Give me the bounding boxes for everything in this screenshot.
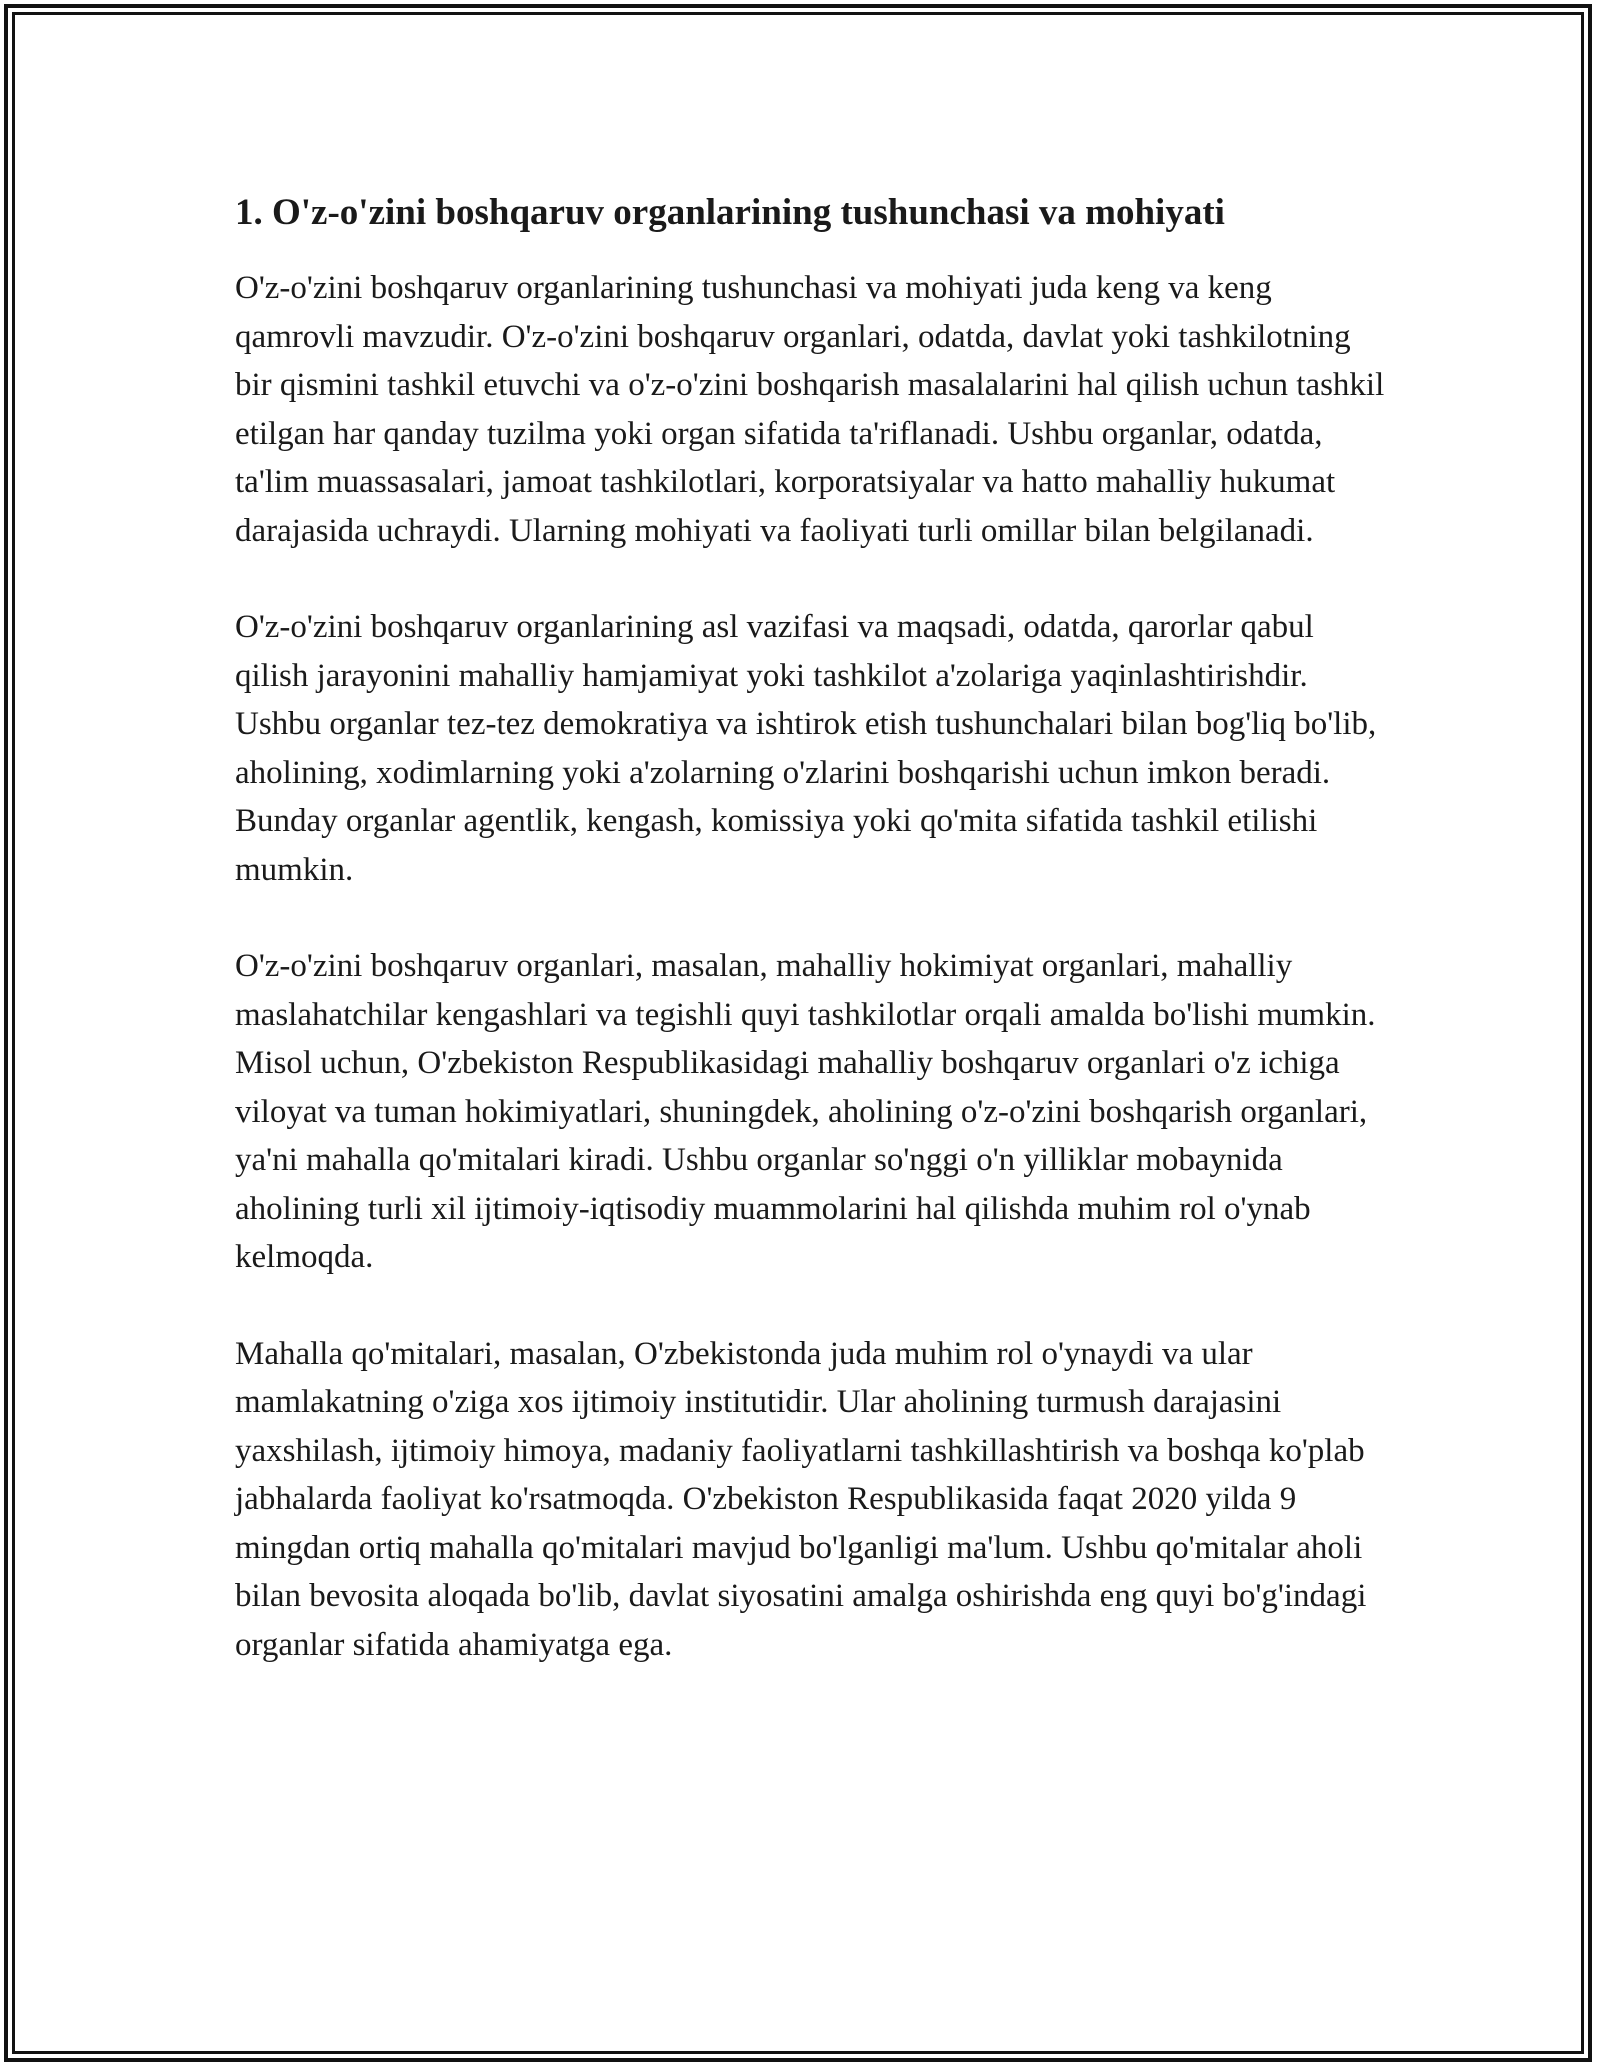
paragraph-4: Mahalla qo'mitalari, masalan, O'zbekistonda juda muhim rol o'ynaydi va ular mamlakatning o'ziga xos ijtimoiy institutidir. Ular aholining turmush darajasini yaxshilash, ijtimoiy himoya, madaniy faoliyatlarni tashkillashtirish va boshqa ko'plab jabhalarda faoliyat ko'rsatmoqda. O'zbekiston Respublikasida faqat 2020 yilda 9 mingdan ortiq mahalla qo'mitalari mavjud bo'lganligi ma'lum. Ushbu qo'mitalar aholi bilan bevosita aloqada bo'lib, davlat siyosatini amalga oshirishda eng quyi bo'g'indagi organlar sifatida ahamiyatga ega. (235, 1335, 1367, 1663)
section-heading: 1. O'z-o'zini boshqaruv organlarining tushunchasi va mohiyati (235, 192, 1225, 233)
document-body (235, 188, 1395, 1717)
paragraph-2: O'z-o'zini boshqaruv organlarining asl vazifasi va maqsadi, odatda, qarorlar qabul qilish jarayonini mahalliy hamjamiyat yoki tashkilot a'zolariga yaqinlashtirishdir. Ushbu organlar tez-tez demokratiya va ishtirok etish tushunchalari bilan bog'liq bo'lib, aholining, xodimlarning yoki a'zolarning o'zlarini boshqarishi uchun imkon beradi. Bunday organlar agentlik, kengash, komissiya yoki qo'mita sifatida tashkil etilishi mumkin. (235, 609, 1377, 888)
paragraph-1: O'z-o'zini boshqaruv organlarining tushunchasi va mohiyati juda keng va keng qamrovli mavzudir. O'z-o'zini boshqaruv organlari, odatda, davlat yoki tashkilotning bir qismini tashkil etuvchi va o'z-o'zini boshqarish masalalarini hal qilish uchun tashkil etilgan har qanday tuzilma yoki organ sifatida ta'riflanadi. Ushbu organlar, odatda, ta'lim muassasalari, jamoat tashkilotlari, korporatsiyalar va hatto mahalliy hukumat darajasida uchraydi. Ularning mohiyati va faoliyati turli omillar bilan belgilanadi. (235, 270, 1385, 549)
paragraph-3: O'z-o'zini boshqaruv organlari, masalan, mahalliy hokimiyat organlari, mahalliy maslahatchilar kengashlari va tegishli quyi tashkilotlar orqali amalda bo'lishi mumkin. Misol uchun, O'zbekiston Respublikasidagi mahalliy boshqaruv organlari o'z ichiga viloyat va tuman hokimiyatlari, shuningdek, aholining o'z-o'zini boshqarish organlari, ya'ni mahalla qo'mitalari kiradi. Ushbu organlar so'nggi o'n yilliklar mobaynida aholining turli xil ijtimoiy-iqtisodiy muammolarini hal qilishda muhim rol o'ynab kelmoqda. (235, 948, 1376, 1275)
